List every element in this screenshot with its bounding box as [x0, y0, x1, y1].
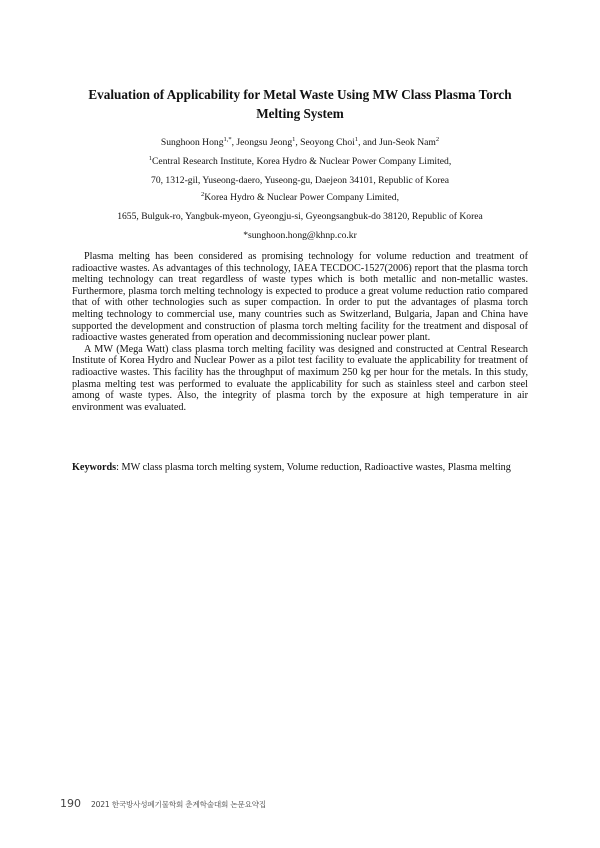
keywords-label: Keywords: [72, 462, 117, 473]
author-separator: , and: [358, 137, 380, 148]
affiliation-1-line1: [40, 156, 560, 168]
page-footer: [60, 792, 266, 811]
author-affiliation-mark: 1,*: [223, 135, 232, 143]
paper-title: Evaluation of Applicability for Metal Waste Using MW Class Plasma Torch Melting System: [88, 87, 512, 121]
author-name: Seoyong Choi: [300, 137, 355, 148]
corresponding-email: *sunghoon.hong@khnp.co.kr: [243, 230, 357, 241]
author-affiliation-mark: 2: [435, 135, 440, 143]
affiliation-text: Central Research Institute, Korea Hydro & Nuclear Power Company Limited,: [152, 156, 452, 167]
page-number: 190: [60, 797, 81, 810]
affiliation-mark: 1: [148, 154, 153, 162]
proceedings-title: 2021 한국방사성폐기물학회 춘계학술대회 논문요약집: [91, 800, 267, 809]
keywords: [72, 462, 528, 474]
author-name: Jeongsu Jeong: [236, 137, 293, 148]
affiliation-1-line2: 70, 1312-gil, Yuseong-daero, Yuseong-gu, Daejeon 34101, Republic of Korea: [151, 175, 449, 186]
abstract-paragraph: A MW (Mega Watt) class plasma torch melting facility was designed and constructed at Central Research Institute of Korea Hydro and Nuclear Power as a pilot test facility to evaluate the applicability for treatment of radioactive wastes. This facility has the throughput of maximum 250 kg per hour for the metals. In this study, plasma melting test was performed to evaluate the applicability for such as stainless steel and carbon steel among of waste types. Also, the integrity of plasma torch by the exposure at high temperature in air environment was evaluated.: [72, 343, 528, 413]
affiliation-2-line2: 1655, Bulguk-ro, Yangbuk-myeon, Gyeongju-si, Gyeongsangbuk-do 38120, Republic of Korea: [117, 211, 483, 222]
affiliation-2-line1: [40, 192, 560, 204]
author-affiliation-mark: 1: [354, 135, 359, 143]
affiliation-text: Korea Hydro & Nuclear Power Company Limited,: [204, 192, 399, 203]
author-name: Jun-Seok Nam: [379, 137, 436, 148]
keywords-list: : MW class plasma torch melting system, Volume reduction, Radioactive wastes, Plasma melting: [116, 462, 511, 473]
author-affiliation-mark: 1: [292, 135, 296, 143]
author-name: Sunghoon Hong: [160, 137, 224, 148]
author-separator: ,: [295, 137, 301, 148]
author-separator: ,: [231, 137, 237, 148]
author-list: [40, 137, 560, 149]
affiliation-mark: 2: [200, 190, 205, 198]
abstract-paragraph: Plasma melting has been considered as promising technology for volume reduction and treatment of radioactive wastes. As advantages of this technology, IAEA TECDOC-1527(2006) report that the plasma torch melting technology can treat regardless of waste types which is both metallic and non-metallic wastes. Furthermore, plasma torch melting technology is expected to produce a great volume reduction ratio compared that of with other technologies such as super compaction. In order to put the advantages of plasma torch melting technology to commercial use, many countries such as Switzerland, Bulgaria, Japan and China have supported the development and construction of plasma torch melting facility for the treatment and disposal of radioactive wastes generated from operation and decommissioning nuclear power plant.: [72, 251, 528, 344]
abstract: [72, 251, 528, 413]
